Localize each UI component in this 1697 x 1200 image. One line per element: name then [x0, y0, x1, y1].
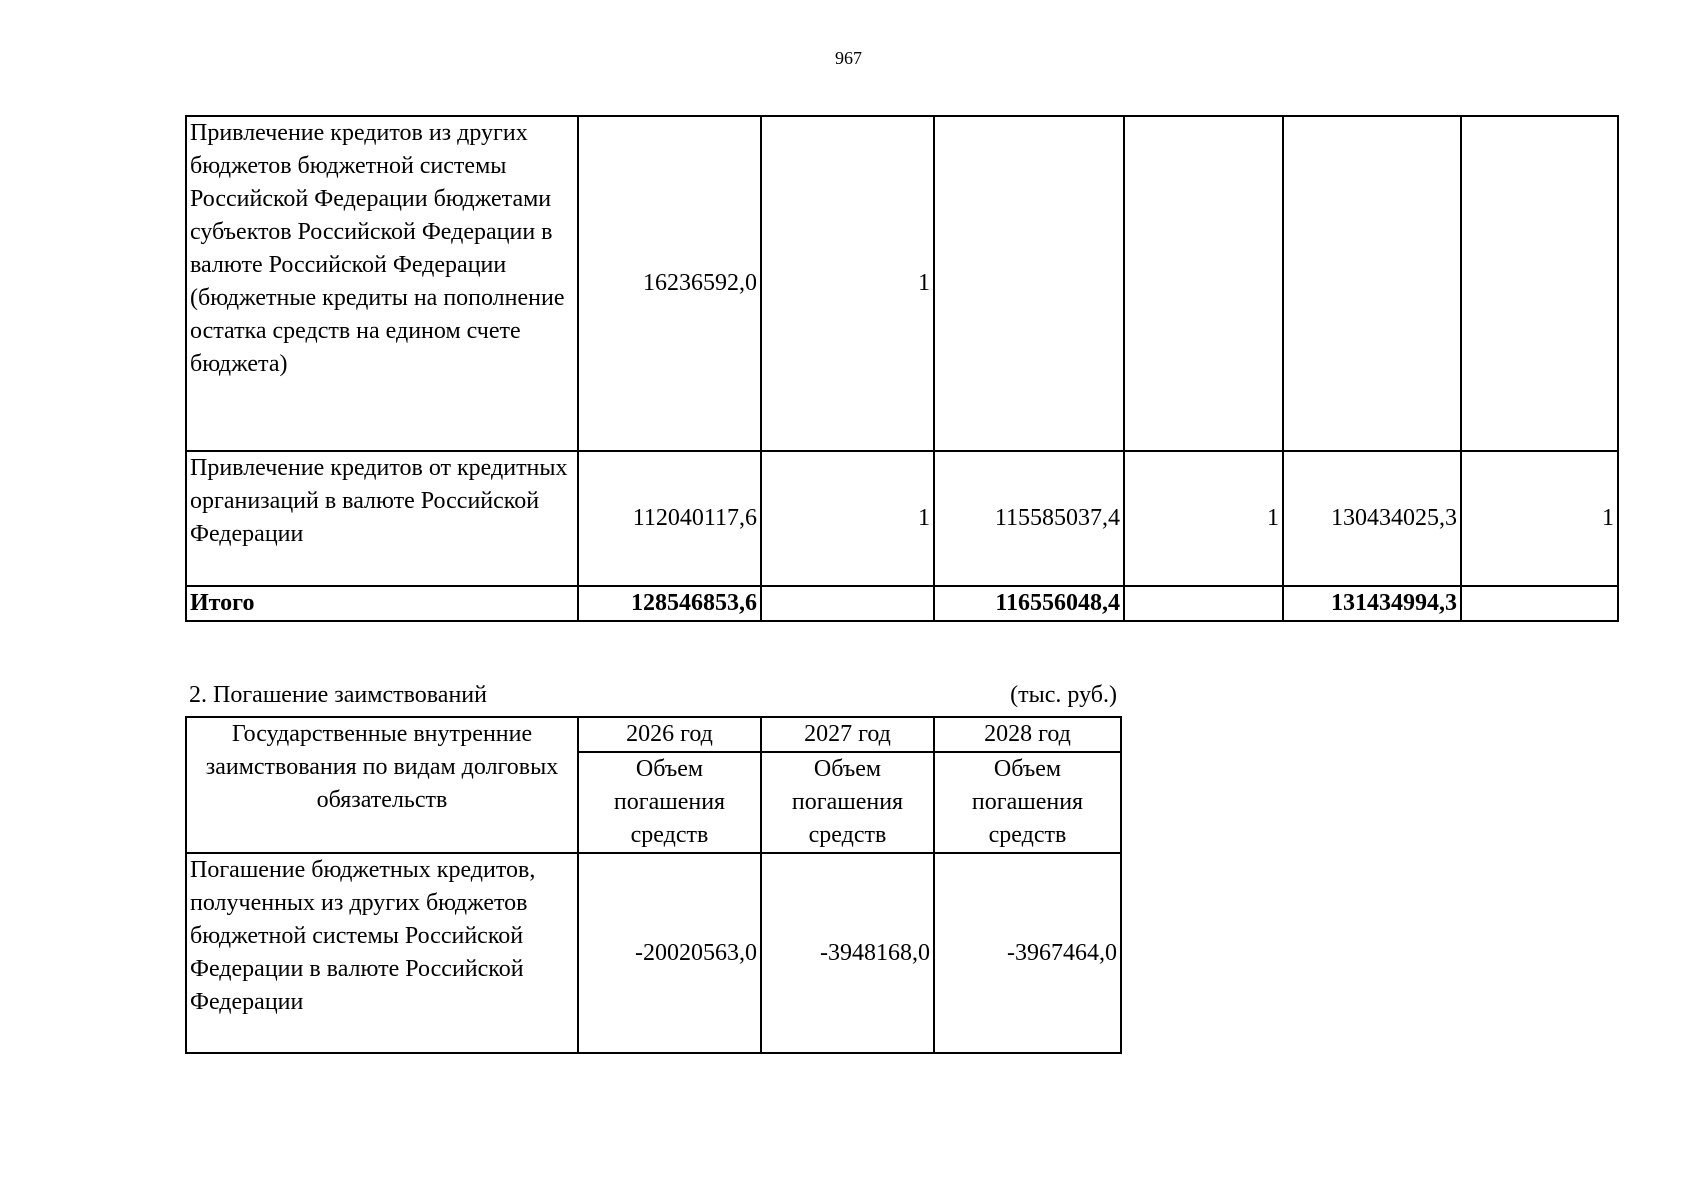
term-2028-cell	[1461, 116, 1618, 451]
total-label: Итого	[186, 586, 578, 621]
amount-2026-cell: -20020563,0	[578, 853, 761, 1053]
volume-header-2028: Объем погашения средств	[934, 752, 1121, 853]
units-label: (тыс. руб.)	[1010, 682, 1117, 708]
amount-2027-cell: -3948168,0	[761, 853, 934, 1053]
term-2026-cell: 1	[761, 116, 934, 451]
borrowing-table	[185, 115, 1619, 622]
amount-2027-cell	[934, 116, 1124, 451]
year-2026-header: 2026 год	[578, 717, 761, 752]
table-row	[186, 853, 1121, 1053]
section-title: 2. Погашение заимствований	[189, 682, 487, 708]
repayment-table	[185, 716, 1122, 1054]
header-row	[186, 717, 1121, 752]
amount-2026-cell: 16236592,0	[578, 116, 761, 451]
term-2027-cell	[1124, 116, 1283, 451]
empty-cell	[761, 586, 934, 621]
amount-2027-cell: 115585037,4	[934, 451, 1124, 586]
term-2028-cell: 1	[1461, 451, 1618, 586]
term-2026-cell: 1	[761, 451, 934, 586]
empty-cell	[1124, 586, 1283, 621]
amount-2026-cell: 112040117,6	[578, 451, 761, 586]
total-row	[186, 586, 1618, 621]
page-number: 967	[835, 48, 862, 68]
amount-2028-cell	[1283, 116, 1461, 451]
debt-type-header: Государственные внутренние заимствования по видам долговых обязательств	[186, 717, 578, 853]
volume-header-2026: Объем погашения средств	[578, 752, 761, 853]
term-2027-cell: 1	[1124, 451, 1283, 586]
table-row	[186, 451, 1618, 586]
total-2027-cell: 116556048,4	[934, 586, 1124, 621]
total-2028-cell: 131434994,3	[1283, 586, 1461, 621]
total-2026-cell: 128546853,6	[578, 586, 761, 621]
amount-2028-cell: -3967464,0	[934, 853, 1121, 1053]
debt-type-cell: Погашение бюджетных кредитов, полученных из других бюджетов бюджетной системы Российской Федерации в валюте Российской Федерации	[186, 853, 578, 1053]
empty-cell	[1461, 586, 1618, 621]
debt-type-cell: Привлечение кредитов от кредитных организаций в валюте Российской Федерации	[186, 451, 578, 586]
debt-type-cell: Привлечение кредитов из других бюджетов бюджетной системы Российской Федерации бюджетами субъектов Российской Федерации в валюте Российской Федерации (бюджетные кредиты на пополнение остатка средств на едином счете бюджета)	[186, 116, 578, 451]
amount-2028-cell: 130434025,3	[1283, 451, 1461, 586]
year-2028-header: 2028 год	[934, 717, 1121, 752]
year-2027-header: 2027 год	[761, 717, 934, 752]
table-row	[186, 116, 1618, 451]
volume-header-2027: Объем погашения средств	[761, 752, 934, 853]
